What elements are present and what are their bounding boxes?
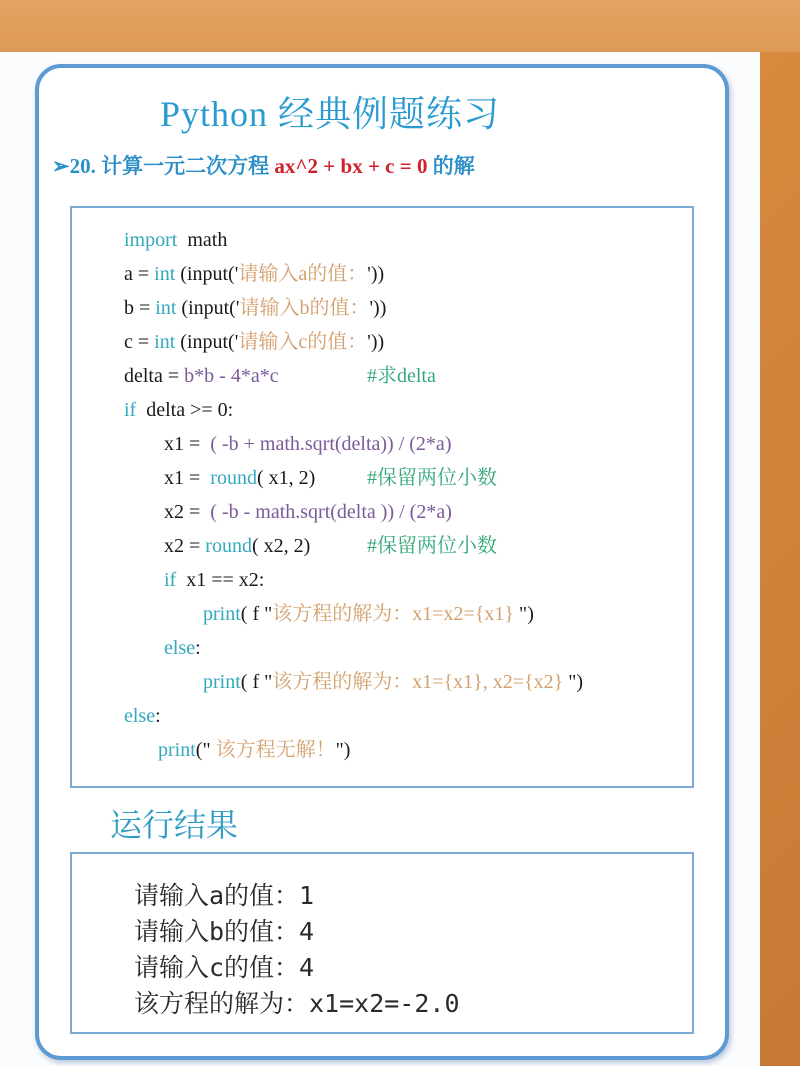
code-line: [158, 738, 350, 762]
equation: ax^2 + bx + c = 0: [274, 154, 428, 178]
code-token: import: [124, 229, 178, 251]
code-token: "): [519, 603, 534, 625]
code-token: print: [158, 739, 196, 761]
output-line: 请输入a的值：1: [134, 881, 315, 910]
code-line: [164, 500, 452, 524]
code-token: ( x2, 2): [251, 535, 311, 557]
code-token: 该方程的解为：x1=x2={x1}: [272, 603, 520, 625]
code-token: :: [155, 705, 161, 727]
page-title: Python 经典例题练习: [160, 94, 501, 134]
code-token: if: [124, 399, 137, 421]
code-token: print: [203, 603, 241, 625]
code-line: [124, 262, 384, 286]
code-token: c =: [124, 331, 155, 353]
code-line: [203, 670, 583, 694]
code-token: delta >= 0:: [136, 399, 234, 421]
code-token: ')): [367, 263, 385, 285]
code-comment: #求delta: [367, 365, 436, 387]
code-token: 请输入c的值：: [238, 331, 368, 353]
code-token: 该方程的解为：x1={x1}, x2={x2}: [272, 671, 569, 693]
code-token: else: [124, 705, 156, 727]
code-token: x1 =: [164, 433, 211, 455]
code-token: b =: [124, 297, 156, 319]
code-token: round: [210, 467, 257, 489]
code-token: int: [154, 331, 176, 353]
code-token: if: [164, 569, 177, 591]
code-token: "): [568, 671, 584, 693]
code-token: (input(': [176, 297, 240, 319]
code-token: (input(': [175, 263, 239, 285]
code-line: [124, 704, 161, 728]
code-line: [164, 466, 315, 490]
code-line: [164, 568, 264, 592]
output-line: 请输入b的值：4: [134, 917, 315, 946]
code-token: x2 =: [164, 535, 206, 557]
code-token: round: [205, 535, 252, 557]
code-token: ( f ": [240, 603, 273, 625]
code-token: delta =: [124, 365, 185, 387]
code-token: int: [154, 263, 176, 285]
code-comment: #保留两位小数: [367, 535, 497, 557]
code-line: [124, 228, 227, 252]
code-token: 该方程无解！: [215, 739, 336, 761]
code-line: [124, 398, 233, 422]
problem-number: ➢20. 计算一元二次方程: [52, 154, 275, 178]
code-line: [164, 636, 201, 660]
output-line: 请输入c的值：4: [134, 953, 315, 982]
code-token: b*b - 4*a*c: [184, 365, 279, 387]
code-token: ( x1, 2): [256, 467, 316, 489]
code-token: ( -b - math.sqrt(delta )) / (2*a): [210, 501, 452, 523]
code-token: x1 == x2:: [176, 569, 265, 591]
code-token: 请输入b的值：: [239, 297, 370, 319]
code-line: [124, 364, 279, 388]
output-line: 该方程的解为：x1=x2=-2.0: [134, 989, 460, 1018]
code-token: ( f ": [240, 671, 273, 693]
problem-suffix: 的解: [427, 154, 475, 178]
output-block: [70, 852, 694, 1034]
code-comment: #保留两位小数: [367, 467, 497, 489]
code-token: x2 =: [164, 501, 211, 523]
code-token: else: [164, 637, 196, 659]
code-line: [124, 330, 384, 354]
code-token: int: [155, 297, 177, 319]
code-token: ')): [367, 331, 385, 353]
code-token: 请输入a的值：: [238, 263, 368, 285]
code-token: x1 =: [164, 467, 211, 489]
code-token: ( -b + math.sqrt(delta)) / (2*a): [210, 433, 452, 455]
code-line: [203, 602, 534, 626]
code-line: [124, 296, 386, 320]
code-token: (": [195, 739, 216, 761]
code-block: [70, 206, 694, 788]
code-token: a =: [124, 263, 155, 285]
code-line: [164, 432, 451, 456]
code-token: (input(': [175, 331, 239, 353]
problem-heading: [52, 150, 475, 180]
code-token: ')): [369, 297, 387, 319]
code-token: "): [335, 739, 351, 761]
code-line: [164, 534, 310, 558]
code-token: math: [177, 229, 228, 251]
result-heading: 运行结果: [110, 807, 239, 843]
background-wall: [0, 0, 800, 52]
code-token: :: [195, 637, 201, 659]
code-token: print: [203, 671, 241, 693]
